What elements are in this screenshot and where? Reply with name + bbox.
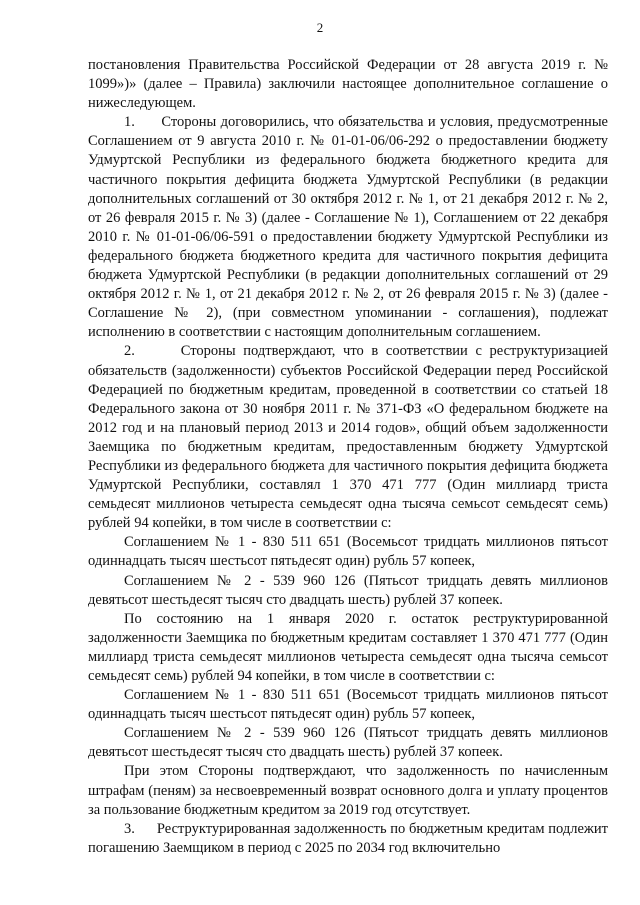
- paragraph-balance-agreement-2: Соглашением № 2 - 539 960 126 (Пятьсот тридцать девять миллионов девятьсот шестьдесят тысяч сто двадцать шесть) рублей 37 копеек.: [88, 725, 608, 761]
- paragraph-balance-2020: По состоянию на 1 января 2020 г. остаток реструктурированной задолженности Заемщика по бюджетным кредитам составляет 1 370 471 777 (Один миллиард триста семьдесят миллионов четыреста семьдесят одна тысяча семьсот семьдесят семь) рублей 94 копейки, в том числе в соответствии с:: [88, 610, 608, 684]
- paragraph-intro-continuation: постановления Правительства Российской Федерации от 28 августа 2019 г. № 1099»)» (далее – Правила) заключили настоящее дополнительное соглашение о нижеследующем.: [88, 57, 608, 112]
- paragraph-agreement-1-amount: Соглашением № 1 - 830 511 651 (Восемьсот тридцать миллионов пятьсот одиннадцать тысяч шестьсот пятьдесят один) рубль 57 копеек,: [88, 534, 608, 570]
- paragraph-penalties: При этом Стороны подтверждают, что задолженность по начисленным штрафам (пеням) за несвоевременный возврат основного долга и уплату процентов за пользование бюджетным кредитом за 2019 год отсутствует.: [88, 763, 608, 818]
- paragraph-balance-agreement-1: Соглашением № 1 - 830 511 651 (Восемьсот тридцать миллионов пятьсот одиннадцать тысяч шестьсот пятьдесят один) рубль 57 копеек,: [88, 687, 608, 723]
- paragraph-clause-2: 2. Стороны подтверждают, что в соответствии с реструктуризацией обязательств (задолженности) субъектов Российской Федерации перед Российской Федерацией по бюджетным кредитам, проведенной в соответствии со статьей 18 Федерального закона от 30 ноября 2011 г. № 371-ФЗ «О федеральном бюджете на 2012 год и на плановый период 2013 и 2014 годов», общий объем задолженности Заемщика по бюджетным кредитам, предоставленным бюджету Удмуртской Республики из федерального бюджета для частичного покрытия дефицита бюджета Удмуртской Республики, составлял 1 370 471 777 (Один миллиард триста семьдесят миллионов четыреста семьдесят одна тысяча семьсот семьдесят семь) рублей 94 копейки, в том числе в соответствии с:: [88, 343, 608, 532]
- paragraph-agreement-2-amount: Соглашением № 2 - 539 960 126 (Пятьсот тридцать девять миллионов девятьсот шестьдесят тысяч сто двадцать шесть) рублей 37 копеек.: [88, 572, 608, 608]
- paragraph-clause-3: 3. Реструктурированная задолженность по бюджетным кредитам подлежит погашению Заемщиком в период с 2025 по 2034 год включительно: [88, 820, 608, 856]
- page-number: 2: [316, 20, 324, 35]
- paragraph-clause-1: 1. Стороны договорились, что обязательства и условия, предусмотренные Соглашением от 9 августа 2010 г. № 01-01-06/06-292 о предоставлении бюджету Удмуртской Республики из федерального бюджета бюджетного кредита для частичного покрытия дефицита бюджета Удмуртской Республики (в редакции дополнительных соглашений от 30 октября 2012 г. № 1, от 21 декабря 2012 г. № 2, от 26 февраля 2015 г. № 3) (далее - Соглашение № 1), Соглашением от 22 декабря 2010 г. № 01-01-06/06-591 о предоставлении бюджету Удмуртской Республики из федерального бюджета бюджетного кредита для частичного покрытия дефицита бюджета Удмуртской Республики (в редакции дополнительных соглашений от 29 октября 2012 г. № 1, от 21 декабря 2012 г. № 2, от 26 февраля 2015 г. № 3) (далее - Соглашение № 2), (при совместном упоминании - соглашения), подлежат исполнению в соответствии с настоящим дополнительным соглашением.: [88, 114, 608, 341]
- document-body: [88, 56, 608, 858]
